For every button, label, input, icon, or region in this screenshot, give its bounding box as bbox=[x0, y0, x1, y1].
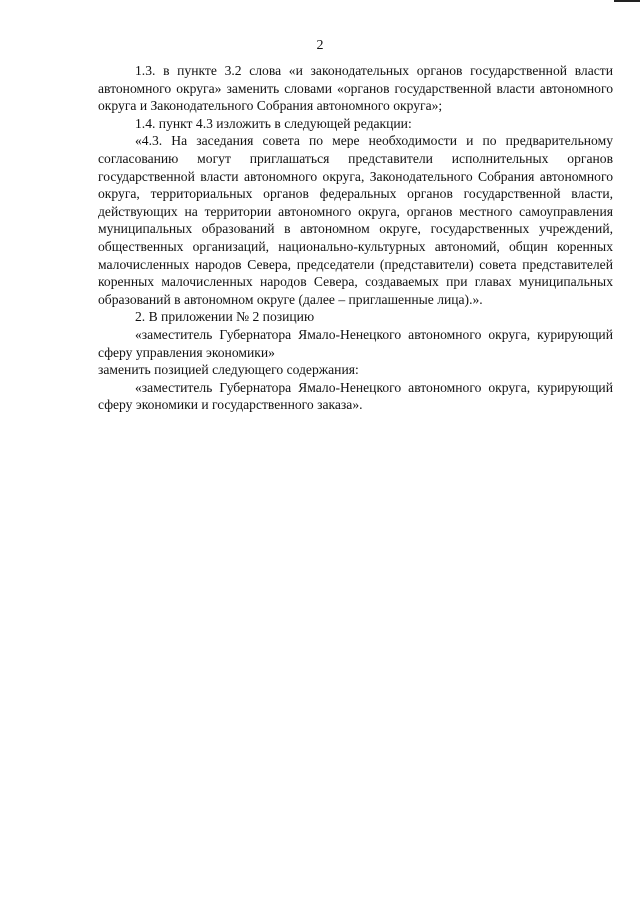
paragraph-2: 2. В приложении № 2 позицию bbox=[135, 309, 315, 325]
paragraph-old-position: «заместитель Губернатора Ямало-Ненецкого автономного округа, курирующий сферу управления экономики» bbox=[98, 326, 613, 360]
paragraph-1-3: 1.3. в пункте 3.2 слова «и законодательных органов государственной власти автономного округа» заменить словами «органов государственной власти автономного округа и Законодательного Собрания автономного округа»; bbox=[98, 63, 613, 114]
document-body bbox=[98, 62, 613, 414]
paragraph-1-4: 1.4. пункт 4.3 изложить в следующей редакции: bbox=[135, 115, 412, 131]
paragraph-replace-with: заменить позицией следующего содержания: bbox=[98, 362, 359, 378]
scan-edge-mark bbox=[614, 0, 640, 2]
page-number: 2 bbox=[316, 38, 324, 53]
paragraph-new-position: «заместитель Губернатора Ямало-Ненецкого автономного округа, курирующий сферу экономики и государственного заказа». bbox=[98, 379, 613, 413]
paragraph-4-3-quote: «4.3. На заседания совета по мере необходимости и по предварительному согласованию могут приглашаться представители исполнительных органов государственной власти автономного округа, Законодательного Собрания автономного округа, территориальных органов федеральных органов государственной власти, действующих на территории автономного округа, органов местного самоуправления муниципальных образований в автономном округе, государственных учреждений, общественных организаций, национально-культурных автономий, общин коренных малочисленных народов Севера, председатели (представители) совета представителей коренных малочисленных народов Севера, создаваемых при главах муниципальных образований в автономном округе (далее – приглашенные лица).». bbox=[98, 133, 613, 307]
